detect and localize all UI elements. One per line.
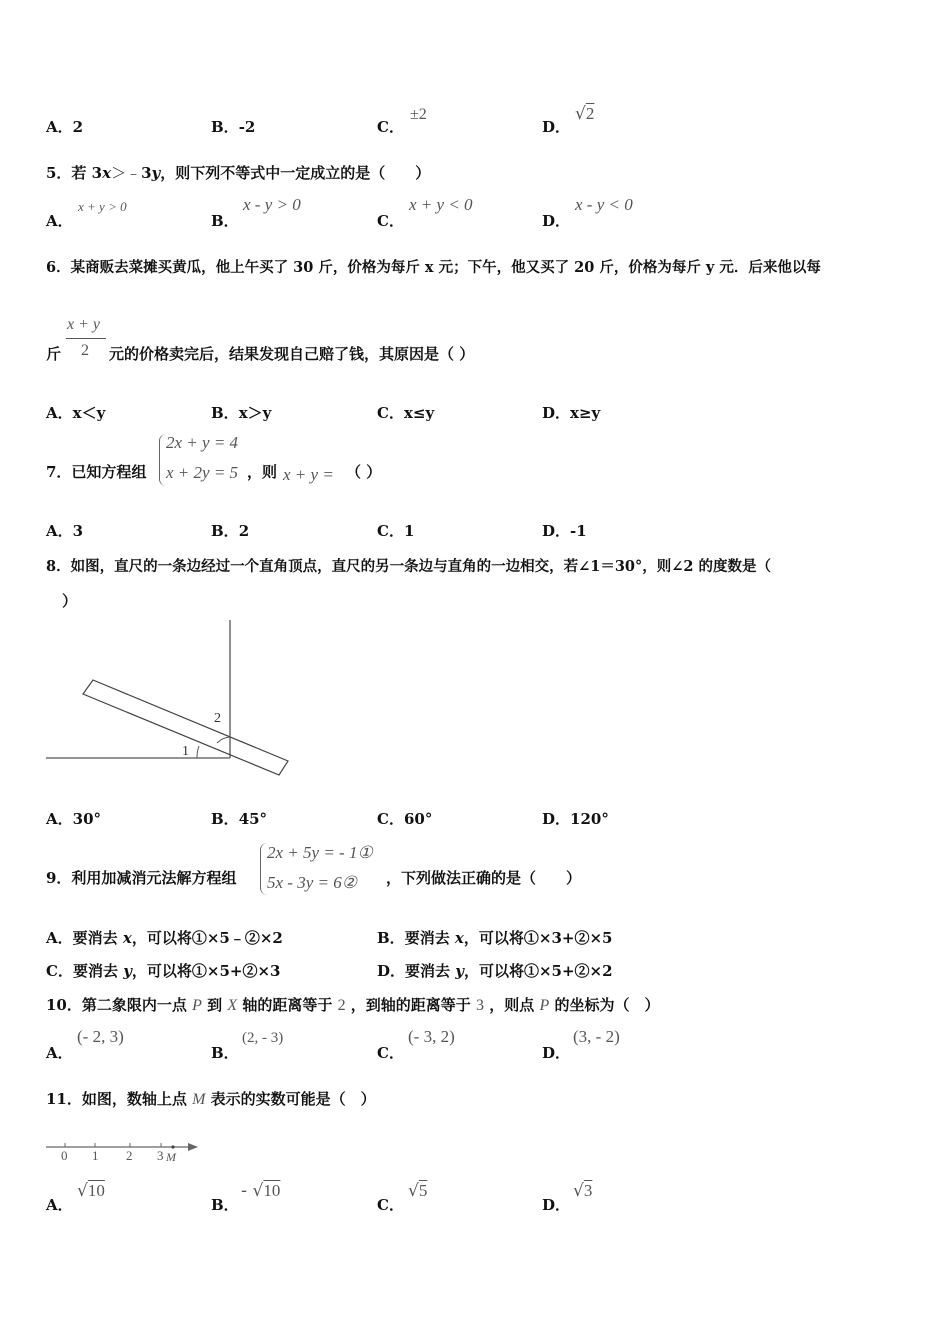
q5-option-c-expr: x + y < 0 [409,195,473,214]
q11-tick-label-1: 1 [92,1148,99,1163]
q8-option-c[interactable]: C．60° [377,810,433,828]
q9-brace [260,843,267,895]
q10-option-a[interactable]: A． [46,1044,73,1062]
q6-stem-suffix: 元的价格卖完后，结果发现自己赔了钱，其原因是（ ） [109,345,475,363]
q11-point-m-label: M [166,1150,176,1164]
q10-option-c-expr: (- 3, 2) [408,1027,455,1046]
q7-option-a[interactable]: A．3 [46,522,84,540]
q11-option-d-sqrt: √3 [573,1181,593,1201]
q11-option-d[interactable]: D． [542,1196,571,1214]
q5-option-b-expr: x - y > 0 [243,195,301,214]
q9-option-a[interactable]: A．要消去 x，可以将①×5﹣②×2 [46,929,283,947]
q11-number-line [40,1136,205,1166]
q8-angle-1-label: 1 [182,744,189,759]
q11-option-b-sqrt: - √10 [241,1181,281,1201]
q4-option-a[interactable]: A．2 [46,118,84,136]
q9-option-b[interactable]: B．要消去 x，可以将①×3+②×5 [377,929,613,947]
q7-equation-1: 2x + y = 4 [166,433,239,452]
q11-option-c[interactable]: C． [377,1196,404,1214]
q11-stem: 11．如图，数轴上点 M 表示的实数可能是（ ） [46,1090,376,1108]
q5-option-d[interactable]: D． [542,212,571,230]
q6-option-c[interactable]: C．x≤y [377,404,435,422]
q7-stem-mid: ，则 [247,463,278,481]
q10-stem: 10．第二象限内一点 P 到 X 轴的距离等于 2 ，到轴的距离等于 3 ，则点 P 的坐标为（ ） [46,996,660,1014]
q8-stem-line1: 8．如图，直尺的一条边经过一个直角顶点，直尺的另一条边与直角的一边相交，若∠1＝30°，则∠2 的度数是（ [46,558,772,575]
q7-equation-2: x + 2y = 5 [166,463,239,482]
q6-option-a[interactable]: A．x＜y [46,404,106,422]
q7-option-c[interactable]: C．1 [377,522,415,540]
q7-expression: x + y = [283,465,334,484]
q4-option-b[interactable]: B．-2 [211,118,256,136]
q8-angle-1-arc [197,746,199,758]
q9-option-c[interactable]: C．要消去 y，可以将①×5+②×3 [46,962,281,980]
q10-option-b[interactable]: B． [211,1044,239,1062]
q10-option-d-expr: (3, - 2) [573,1027,620,1046]
q9-option-d[interactable]: D．要消去 y，可以将①×5+②×2 [377,962,613,980]
q9-equation-2: 5x - 3y = 6② [267,873,357,892]
q8-angle-2-label: 2 [214,711,221,726]
q7-option-d[interactable]: D．-1 [542,522,587,540]
q4-option-c-value: ±2 [410,106,427,123]
q8-stem-line2: ） [62,592,78,610]
q7-brace [159,434,166,486]
q4-option-d-sqrt: √2 [575,104,595,124]
q6-option-b[interactable]: B．x＞y [211,404,272,422]
q9-equation-1: 2x + 5y = - 1① [267,843,373,862]
q10-option-a-expr: (- 2, 3) [77,1027,124,1046]
q8-ruler [83,680,288,775]
q5-stem: 5．若 3x＞﹣3y，则下列不等式中一定成立的是（ ） [46,164,431,182]
q6-stem-line1: 6．某商贩去菜摊买黄瓜，他上午买了 30 斤，价格为每斤 x 元；下午，他又买了 20 斤，价格为每斤 y 元．后来他以每 [46,259,821,276]
q5-option-c[interactable]: C． [377,212,404,230]
q8-angle-2-arc [217,737,230,743]
q5-option-b[interactable]: B． [211,212,239,230]
q8-option-a[interactable]: A．30° [46,810,102,828]
q11-tick-label-3: 3 [157,1148,164,1163]
q11-tick-label-0: 0 [61,1148,68,1163]
q5-option-a[interactable]: A． [46,212,73,230]
q6-fraction-numerator: x + y [67,316,100,333]
q6-stem-prefix: 斤 [46,345,62,363]
q8-option-d[interactable]: D．120° [542,810,609,828]
q10-option-c[interactable]: C． [377,1044,404,1062]
q7-stem-prefix: 7．已知方程组 [46,463,147,481]
q7-option-b[interactable]: B．2 [211,522,250,540]
q11-option-a-sqrt: √10 [77,1181,105,1201]
q4-option-d[interactable]: D． [542,118,571,136]
q11-option-c-sqrt: √5 [408,1181,428,1201]
q6-option-d[interactable]: D．x≥y [542,404,601,422]
q10-option-b-expr: (2, - 3) [242,1030,284,1046]
q8-option-b[interactable]: B．45° [211,810,268,828]
q5-option-d-expr: x - y < 0 [575,195,633,214]
q8-ruler-figure [40,615,300,780]
q7-stem-suffix: （ ） [346,463,382,481]
q11-option-b[interactable]: B． [211,1196,239,1214]
q11-option-a[interactable]: A． [46,1196,73,1214]
q10-option-d[interactable]: D． [542,1044,571,1062]
q9-stem-suffix: ，下列做法正确的是（ ） [386,869,582,887]
q11-tick-label-2: 2 [126,1148,133,1163]
q11-point-m [171,1145,174,1148]
q6-fraction-denominator: 2 [81,342,89,359]
q5-option-a-expr: x + y > 0 [78,199,127,214]
q9-stem-prefix: 9．利用加减消元法解方程组 [46,869,237,887]
q6-fraction-bar [66,338,106,339]
q11-axis-arrow [188,1143,198,1151]
q4-option-c[interactable]: C． [377,118,404,136]
